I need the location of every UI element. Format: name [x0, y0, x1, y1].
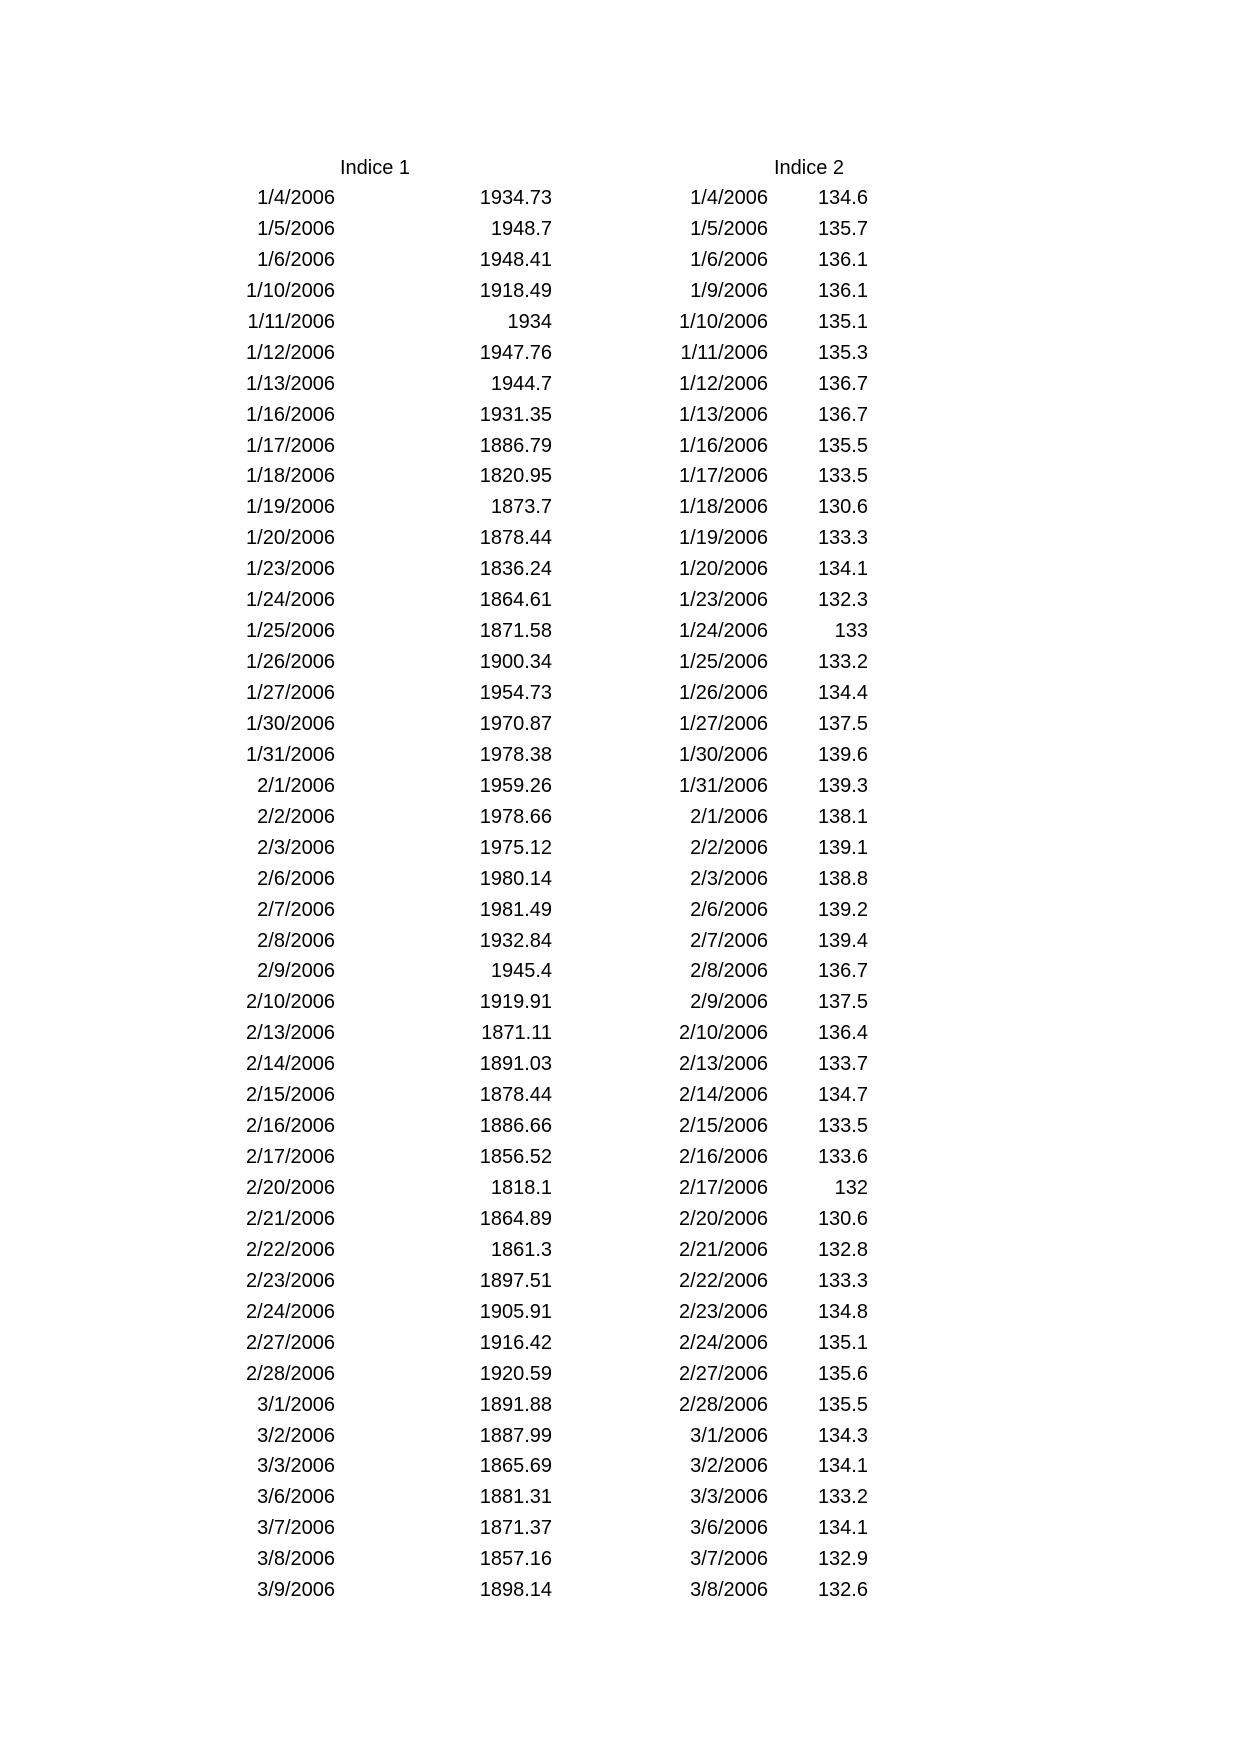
index-1-date-cell: 1/19/2006 — [246, 496, 335, 519]
index-1-value-cell: 1897.51 — [479, 1269, 552, 1292]
index-1-value-cell: 1934.73 — [479, 187, 552, 209]
index-2-date-cell: 1/4/2006 — [690, 187, 768, 209]
index-1-value-cell: 1865.69 — [479, 1455, 552, 1478]
index-1-value-cell: 1886.79 — [479, 434, 552, 457]
index-1-date-cell: 3/3/2006 — [257, 1455, 335, 1478]
index-2-value-cell: 132.8 — [817, 1238, 868, 1261]
index-2-value-cell: 132.9 — [817, 1548, 868, 1571]
table-row — [0, 1299, 1241, 1330]
index-1-date-cell: 3/6/2006 — [257, 1486, 335, 1509]
index-1-value-cell: 1932.84 — [479, 929, 552, 952]
index-2-value-cell: 139.1 — [817, 836, 868, 859]
index-2-value-cell: 132.3 — [817, 589, 868, 612]
table-row — [0, 1144, 1241, 1175]
index-2-date-cell: 3/8/2006 — [690, 1579, 768, 1602]
index-2-value-cell: 134.1 — [817, 1517, 868, 1540]
index-1-value-cell: 1934 — [507, 310, 552, 333]
index-1-date-cell: 2/14/2006 — [246, 1053, 335, 1076]
index-1-date-cell: 1/20/2006 — [246, 527, 335, 550]
index-1-value-cell: 1970.87 — [479, 712, 552, 735]
index-2-value-cell: 139.4 — [817, 929, 868, 952]
index-2-date-cell: 1/11/2006 — [680, 341, 768, 364]
index-1-value-cell: 1864.61 — [479, 589, 552, 612]
index-2-value-cell: 136.1 — [817, 248, 868, 271]
index-1-date-cell: 1/10/2006 — [246, 279, 335, 302]
index-1-value-cell: 1871.58 — [479, 620, 552, 643]
index-2-date-cell: 2/27/2006 — [679, 1362, 768, 1385]
index-1-date-cell: 1/24/2006 — [246, 589, 335, 612]
table-row — [0, 1453, 1241, 1484]
index-2-date-cell: 1/23/2006 — [679, 589, 768, 612]
index-2-value-cell: 133.5 — [817, 465, 868, 488]
index-2-date-cell: 2/22/2006 — [679, 1269, 768, 1292]
index-2-value-cell: 135.7 — [817, 217, 868, 240]
index-1-date-cell: 2/3/2006 — [257, 836, 335, 859]
data-table — [0, 185, 1241, 1608]
index-1-date-cell: 2/8/2006 — [257, 929, 335, 952]
index-1-value-cell: 1959.26 — [479, 774, 552, 797]
index-1-value-cell: 1948.41 — [479, 248, 552, 271]
table-row — [0, 247, 1241, 278]
table-row — [0, 216, 1241, 247]
index-2-date-cell: 3/7/2006 — [690, 1548, 768, 1571]
table-row — [0, 371, 1241, 402]
index-2-date-cell: 2/15/2006 — [679, 1115, 768, 1138]
table-row — [0, 1268, 1241, 1299]
index-1-date-cell: 1/17/2006 — [246, 434, 335, 457]
index-1-date-cell: 2/16/2006 — [246, 1115, 335, 1138]
table-row — [0, 928, 1241, 959]
index-2-value-cell: 139.6 — [817, 743, 868, 766]
index-1-date-cell: 1/30/2006 — [246, 712, 335, 735]
table-row — [0, 340, 1241, 371]
index-2-date-cell: 3/2/2006 — [690, 1455, 768, 1478]
index-1-date-cell: 2/28/2006 — [246, 1362, 335, 1385]
index-1-date-cell: 2/21/2006 — [246, 1207, 335, 1230]
index-1-date-cell: 2/23/2006 — [246, 1269, 335, 1292]
index-2-value-cell: 133 — [834, 620, 868, 643]
index-1-value-cell: 1887.99 — [479, 1424, 552, 1447]
index-2-date-cell: 1/19/2006 — [679, 527, 768, 550]
index-1-value-cell: 1878.44 — [479, 527, 552, 550]
index-1-date-cell: 2/9/2006 — [257, 960, 335, 983]
index-2-date-cell: 2/17/2006 — [679, 1177, 768, 1199]
index-1-value-cell: 1920.59 — [479, 1362, 552, 1385]
index-2-date-cell: 3/6/2006 — [690, 1517, 768, 1540]
index-2-date-cell: 1/24/2006 — [679, 620, 768, 643]
index-2-value-cell: 135.5 — [817, 1393, 868, 1416]
table-row — [0, 804, 1241, 835]
index-1-header: Indice 1 — [340, 157, 411, 179]
index-1-date-cell: 1/12/2006 — [246, 341, 335, 364]
table-row — [0, 773, 1241, 804]
table-row — [0, 680, 1241, 711]
index-2-date-cell: 2/23/2006 — [679, 1300, 768, 1323]
index-2-date-cell: 1/10/2006 — [679, 310, 768, 333]
index-2-date-cell: 2/6/2006 — [690, 898, 768, 921]
index-2-date-cell: 2/7/2006 — [690, 929, 768, 952]
index-2-date-cell: 2/13/2006 — [679, 1053, 768, 1076]
index-1-value-cell: 1945.4 — [490, 960, 552, 983]
table-row — [0, 1020, 1241, 1051]
index-1-value-cell: 1836.24 — [479, 558, 552, 581]
table-row — [0, 1515, 1241, 1546]
index-2-value-cell: 139.2 — [817, 898, 868, 921]
index-1-date-cell: 3/2/2006 — [257, 1424, 335, 1447]
index-2-date-cell: 1/26/2006 — [679, 682, 768, 704]
index-1-value-cell: 1978.38 — [479, 743, 552, 766]
index-2-value-cell: 133.5 — [817, 1115, 868, 1138]
index-2-value-cell: 133.3 — [817, 527, 868, 550]
index-2-value-cell: 135.6 — [817, 1362, 868, 1385]
index-1-value-cell: 1954.73 — [479, 682, 552, 704]
index-2-value-cell: 130.6 — [817, 1207, 868, 1230]
index-1-date-cell: 2/7/2006 — [257, 898, 335, 921]
table-row — [0, 1484, 1241, 1515]
index-1-date-cell: 2/6/2006 — [257, 867, 335, 890]
index-2-value-cell: 134.8 — [817, 1300, 868, 1323]
index-1-value-cell: 1820.95 — [479, 465, 552, 488]
index-2-value-cell: 136.4 — [817, 1022, 868, 1045]
index-2-date-cell: 1/31/2006 — [679, 774, 768, 797]
index-2-date-cell: 2/21/2006 — [679, 1238, 768, 1261]
index-1-date-cell: 2/10/2006 — [246, 991, 335, 1014]
index-2-value-cell: 133.2 — [817, 651, 868, 674]
index-1-date-cell: 2/15/2006 — [246, 1084, 335, 1107]
index-2-date-cell: 1/17/2006 — [679, 465, 768, 488]
index-1-date-cell: 2/1/2006 — [257, 774, 335, 797]
index-2-value-cell: 133.7 — [817, 1053, 868, 1076]
table-row — [0, 402, 1241, 433]
table-row — [0, 463, 1241, 494]
index-2-date-cell: 3/1/2006 — [690, 1424, 768, 1447]
table-row — [0, 1206, 1241, 1237]
index-1-date-cell: 2/17/2006 — [246, 1146, 335, 1169]
index-1-value-cell: 1898.14 — [479, 1579, 552, 1602]
index-2-date-cell: 1/25/2006 — [679, 651, 768, 674]
table-row — [0, 649, 1241, 680]
table-row — [0, 587, 1241, 618]
index-1-date-cell: 1/11/2006 — [247, 310, 335, 333]
index-2-date-cell: 1/16/2006 — [679, 434, 768, 457]
index-1-value-cell: 1975.12 — [479, 836, 552, 859]
index-2-value-cell: 134.4 — [817, 682, 868, 704]
index-1-date-cell: 3/1/2006 — [257, 1393, 335, 1416]
index-2-date-cell: 2/20/2006 — [679, 1207, 768, 1230]
index-2-value-cell: 138.1 — [817, 805, 868, 828]
index-1-date-cell: 1/18/2006 — [246, 465, 335, 488]
index-2-value-cell: 137.5 — [817, 712, 868, 735]
index-2-value-cell: 135.1 — [817, 310, 868, 333]
index-2-value-cell: 134.1 — [817, 558, 868, 581]
index-2-value-cell: 135.3 — [817, 341, 868, 364]
index-2-value-cell: 132.6 — [817, 1579, 868, 1602]
index-1-value-cell: 1857.16 — [479, 1548, 552, 1571]
index-2-value-cell: 137.5 — [817, 991, 868, 1014]
index-2-value-cell: 133.2 — [817, 1486, 868, 1509]
table-row — [0, 1361, 1241, 1392]
index-1-value-cell: 1871.11 — [481, 1022, 552, 1045]
index-2-date-cell: 3/3/2006 — [690, 1486, 768, 1509]
table-row — [0, 835, 1241, 866]
index-1-value-cell: 1886.66 — [479, 1115, 552, 1138]
index-2-date-cell: 1/20/2006 — [679, 558, 768, 581]
index-1-date-cell: 1/23/2006 — [246, 558, 335, 581]
index-1-value-cell: 1947.76 — [479, 341, 552, 364]
index-2-date-cell: 1/6/2006 — [690, 248, 768, 271]
index-2-value-cell: 134.1 — [817, 1455, 868, 1478]
index-2-date-cell: 2/16/2006 — [679, 1146, 768, 1169]
table-row — [0, 185, 1241, 216]
index-2-value-cell: 134.6 — [817, 187, 868, 209]
index-1-value-cell: 1900.34 — [479, 651, 552, 674]
table-row — [0, 1237, 1241, 1268]
index-1-date-cell: 1/25/2006 — [246, 620, 335, 643]
index-1-date-cell: 1/4/2006 — [257, 187, 335, 209]
index-1-value-cell: 1978.66 — [479, 805, 552, 828]
index-2-date-cell: 2/8/2006 — [690, 960, 768, 983]
table-row — [0, 556, 1241, 587]
index-1-value-cell: 1918.49 — [479, 279, 552, 302]
table-row — [0, 618, 1241, 649]
index-1-date-cell: 2/20/2006 — [246, 1177, 335, 1199]
index-2-value-cell: 134.3 — [817, 1424, 868, 1447]
index-1-date-cell: 1/26/2006 — [246, 651, 335, 674]
table-row — [0, 433, 1241, 464]
index-2-date-cell: 1/13/2006 — [679, 403, 768, 426]
table-row — [0, 1175, 1241, 1206]
table-row — [0, 1546, 1241, 1577]
index-2-value-cell: 133.6 — [817, 1146, 868, 1169]
index-2-header: Indice 2 — [774, 157, 845, 179]
table-row — [0, 1330, 1241, 1361]
index-1-date-cell: 1/31/2006 — [246, 743, 335, 766]
index-1-value-cell: 1919.91 — [479, 991, 552, 1014]
index-2-value-cell: 136.1 — [817, 279, 868, 302]
index-2-date-cell: 2/1/2006 — [690, 805, 768, 828]
index-1-value-cell: 1905.91 — [479, 1300, 552, 1323]
index-2-date-cell: 1/27/2006 — [679, 712, 768, 735]
table-row — [0, 309, 1241, 340]
index-2-date-cell: 2/28/2006 — [679, 1393, 768, 1416]
index-2-date-cell: 1/5/2006 — [690, 217, 768, 240]
index-1-value-cell: 1891.03 — [479, 1053, 552, 1076]
index-2-value-cell: 136.7 — [817, 403, 868, 426]
index-1-value-cell: 1873.7 — [490, 496, 552, 519]
table-row — [0, 742, 1241, 773]
index-2-value-cell: 139.3 — [817, 774, 868, 797]
table-row — [0, 711, 1241, 742]
index-1-date-cell: 2/2/2006 — [257, 805, 335, 828]
index-2-value-cell: 136.7 — [817, 960, 868, 983]
table-row — [0, 866, 1241, 897]
index-1-value-cell: 1871.37 — [479, 1517, 552, 1540]
index-1-value-cell: 1864.89 — [479, 1207, 552, 1230]
index-1-date-cell: 1/27/2006 — [246, 682, 335, 704]
index-1-value-cell: 1916.42 — [479, 1331, 552, 1354]
table-row — [0, 1423, 1241, 1454]
index-2-value-cell: 133.3 — [817, 1269, 868, 1292]
index-2-date-cell: 1/18/2006 — [679, 496, 768, 519]
index-1-date-cell: 1/13/2006 — [246, 372, 335, 395]
index-1-date-cell: 2/22/2006 — [246, 1238, 335, 1261]
table-row — [0, 1113, 1241, 1144]
index-1-value-cell: 1856.52 — [479, 1146, 552, 1169]
index-2-date-cell: 2/10/2006 — [679, 1022, 768, 1045]
index-2-value-cell: 130.6 — [817, 496, 868, 519]
index-1-date-cell: 2/13/2006 — [246, 1022, 335, 1045]
index-1-date-cell: 3/7/2006 — [257, 1517, 335, 1540]
index-2-date-cell: 1/12/2006 — [679, 372, 768, 395]
index-1-value-cell: 1881.31 — [479, 1486, 552, 1509]
index-1-date-cell: 2/27/2006 — [246, 1331, 335, 1354]
index-1-value-cell: 1931.35 — [479, 403, 552, 426]
index-2-date-cell: 1/30/2006 — [679, 743, 768, 766]
table-row — [0, 525, 1241, 556]
index-1-value-cell: 1818.1 — [490, 1177, 552, 1199]
index-1-value-cell: 1891.88 — [479, 1393, 552, 1416]
index-2-date-cell: 2/24/2006 — [679, 1331, 768, 1354]
index-1-date-cell: 2/24/2006 — [246, 1300, 335, 1323]
index-2-date-cell: 2/2/2006 — [690, 836, 768, 859]
index-1-date-cell: 3/8/2006 — [257, 1548, 335, 1571]
table-row — [0, 897, 1241, 928]
index-1-date-cell: 1/16/2006 — [246, 403, 335, 426]
table-row — [0, 1051, 1241, 1082]
table-row — [0, 1082, 1241, 1113]
table-row — [0, 494, 1241, 525]
index-1-date-cell: 1/5/2006 — [257, 217, 335, 240]
index-2-value-cell: 132 — [834, 1177, 868, 1199]
table-row — [0, 278, 1241, 309]
table-row — [0, 989, 1241, 1020]
index-2-value-cell: 138.8 — [817, 867, 868, 890]
index-1-value-cell: 1980.14 — [479, 867, 552, 890]
table-row — [0, 958, 1241, 989]
index-2-date-cell: 2/14/2006 — [679, 1084, 768, 1107]
index-2-value-cell: 135.5 — [817, 434, 868, 457]
table-row — [0, 1577, 1241, 1608]
index-1-date-cell: 1/6/2006 — [257, 248, 335, 271]
index-2-value-cell: 136.7 — [817, 372, 868, 395]
index-2-value-cell: 134.7 — [817, 1084, 868, 1107]
index-1-value-cell: 1948.7 — [490, 217, 552, 240]
index-1-value-cell: 1981.49 — [479, 898, 552, 921]
index-2-date-cell: 2/9/2006 — [690, 991, 768, 1014]
index-2-value-cell: 135.1 — [817, 1331, 868, 1354]
index-1-date-cell: 3/9/2006 — [257, 1579, 335, 1602]
index-1-value-cell: 1861.3 — [490, 1238, 552, 1261]
index-1-value-cell: 1878.44 — [479, 1084, 552, 1107]
index-2-date-cell: 2/3/2006 — [690, 867, 768, 890]
index-2-date-cell: 1/9/2006 — [690, 279, 768, 302]
table-row — [0, 1392, 1241, 1423]
index-1-value-cell: 1944.7 — [490, 372, 552, 395]
